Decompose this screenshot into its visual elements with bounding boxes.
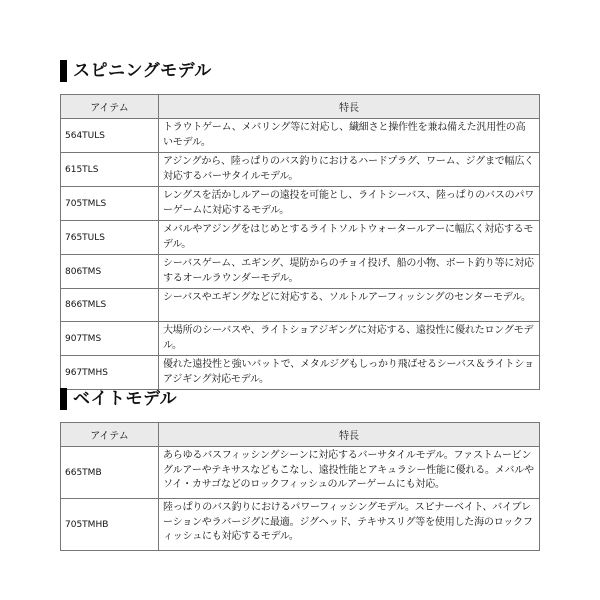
baitcasting-section <box>60 386 540 551</box>
feature-cell: シーバスやエギングなどに対応する、ソルトルアーフィッシングのセンターモデル。 <box>159 289 540 322</box>
feature-cell: 大場所のシーバスや、ライトショアジギングに対応する、遠投性に優れたロングモデル。 <box>159 322 540 356</box>
baitcasting-title: ベイトモデル <box>73 389 178 409</box>
model-cell: 765TULS <box>61 221 159 255</box>
feature-cell: メバルやアジングをはじめとするライトソルトウォータールアーに幅広く対応するモデル。 <box>159 221 540 255</box>
model-cell: 806TMS <box>61 255 159 289</box>
spinning-heading <box>60 58 540 84</box>
model-cell: 907TMS <box>61 322 159 356</box>
header-feature: 特長 <box>159 423 540 447</box>
header-feature: 特長 <box>159 95 540 119</box>
table-row <box>61 447 540 499</box>
table-row <box>61 499 540 551</box>
feature-cell: シーバスゲーム、エギング、堤防からのチョイ投げ、船の小物、ボート釣り等に対応するオールラウンダーモデル。 <box>159 255 540 289</box>
table-header-row <box>61 95 540 119</box>
model-cell: 705TMLS <box>61 187 159 221</box>
feature-cell: トラウトゲーム、メバリング等に対応し、繊細さと操作性を兼ね備えた汎用性の高いモデル。 <box>159 119 540 153</box>
feature-cell: 優れた遠投性と強いバットで、メタルジグもしっかり飛ばせるシーバス＆ライトショアジギング対応モデル。 <box>159 356 540 390</box>
header-item: アイテム <box>61 423 159 447</box>
table-row <box>61 255 540 289</box>
feature-cell: 陸っぱりのバス釣りにおけるパワーフィッシングモデル。スピナーベイト、バイブレーションやラバージグに最適。ジグヘッド、テキサスリグ等を使用した海のロックフィッシュにも対応するモデル。 <box>159 499 540 551</box>
spinning-table <box>60 94 540 390</box>
table-row <box>61 153 540 187</box>
spinning-section <box>60 58 540 390</box>
table-row <box>61 187 540 221</box>
model-cell: 615TLS <box>61 153 159 187</box>
spinning-title: スピニングモデル <box>73 61 212 81</box>
model-cell: 866TMLS <box>61 289 159 322</box>
baitcasting-heading <box>60 386 540 412</box>
heading-bar-icon <box>60 60 67 82</box>
header-item: アイテム <box>61 95 159 119</box>
baitcasting-table <box>60 422 540 551</box>
table-row <box>61 356 540 390</box>
model-cell: 705TMHB <box>61 499 159 551</box>
table-row <box>61 221 540 255</box>
model-cell: 665TMB <box>61 447 159 499</box>
table-header-row <box>61 423 540 447</box>
table-row <box>61 119 540 153</box>
model-cell: 564TULS <box>61 119 159 153</box>
feature-cell: レングスを活かしルアーの遠投を可能とし、ライトシーバス、陸っぱりのバスのパワーゲームに対応するモデル。 <box>159 187 540 221</box>
feature-cell: あらゆるバスフィッシングシーンに対応するバーサタイルモデル。ファストムービングルアーやテキサスなどもこなし、遠投性能とアキュラシー性能に優れる。メバルやソイ・カサゴなどのロックフィッシュのルアーゲームにも対応。 <box>159 447 540 499</box>
heading-bar-icon <box>60 388 67 410</box>
model-cell: 967TMHS <box>61 356 159 390</box>
table-row <box>61 289 540 322</box>
table-row <box>61 322 540 356</box>
feature-cell: アジングから、陸っぱりのバス釣りにおけるハードプラグ、ワーム、ジグまで幅広く対応するバーサタイルモデル。 <box>159 153 540 187</box>
